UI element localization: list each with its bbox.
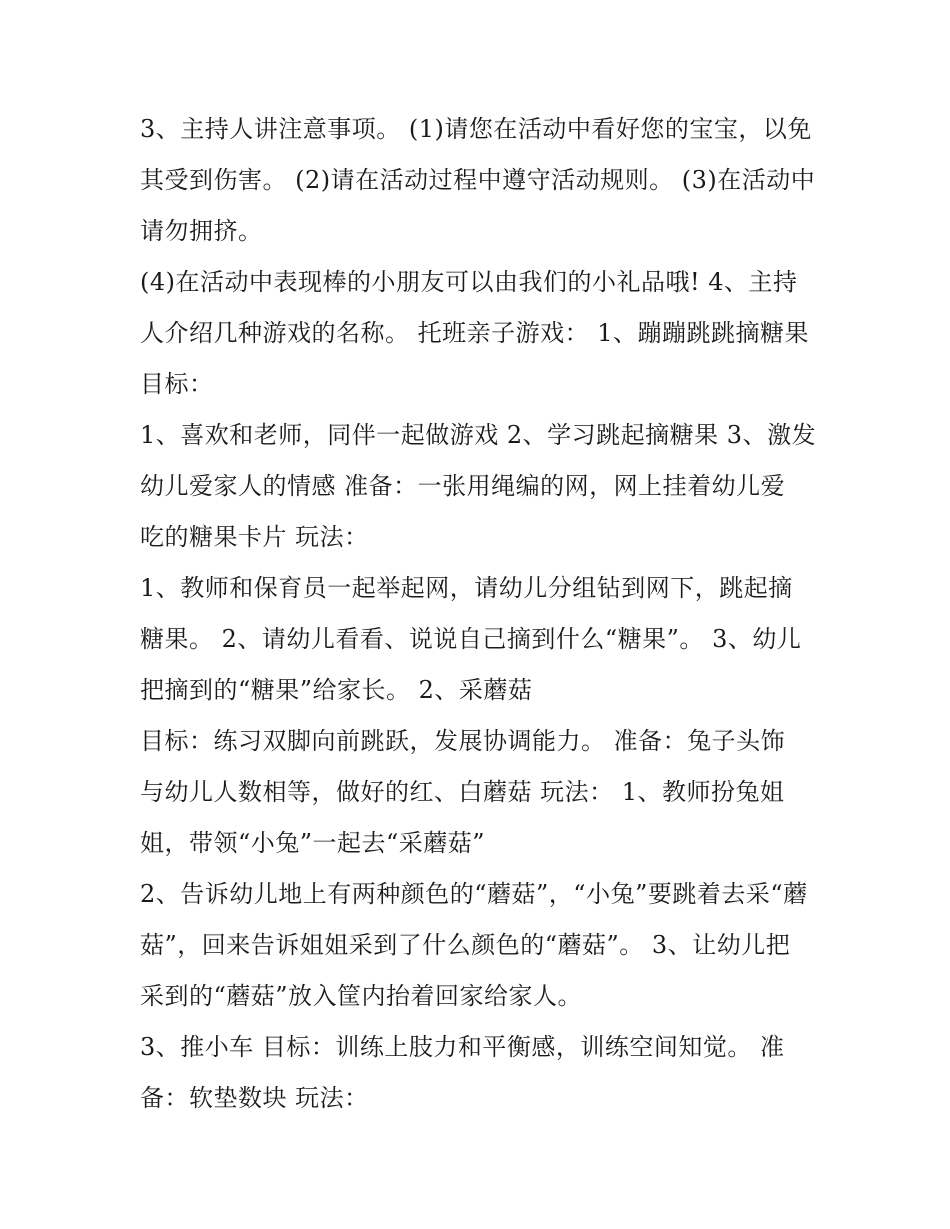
text-line: 目标： xyxy=(140,370,214,398)
text-line: 采到的“蘑菇”放入筐内抬着回家给家人。 xyxy=(140,982,583,1010)
text-line: 姐，带领“小兔”一起去“采蘑菇” xyxy=(140,829,486,857)
text-line: 与幼儿人数相等，做好的红、白蘑菇 玩法： 1、教师扮兔姐 xyxy=(140,778,785,806)
text-line: (4)在活动中表现棒的小朋友可以由我们的小礼品哦! 4、主持 xyxy=(140,268,798,296)
text-line: 把摘到的“糖果”给家长。 2、采蘑菇 xyxy=(140,676,533,704)
text-line: 1、喜欢和老师，同伴一起做游戏 2、学习跳起摘糖果 3、激发 xyxy=(140,421,817,449)
text-line: 3、主持人讲注意事项。 (1)请您在活动中看好您的宝宝，以免 xyxy=(140,115,812,143)
text-line: 糖果。 2、请幼儿看看、说说自己摘到什么“糖果”。 3、幼儿 xyxy=(140,625,802,653)
text-line: 菇”，回来告诉姐姐采到了什么颜色的“蘑菇”。 3、让幼儿把 xyxy=(140,931,791,959)
text-line: 幼儿爱家人的情感 准备：一张用绳编的网，网上挂着幼儿爱 xyxy=(140,472,786,500)
text-line: 1、教师和保育员一起举起网，请幼儿分组钻到网下，跳起摘 xyxy=(140,574,793,602)
text-line: 3、推小车 目标：训练上肢力和平衡感，训练空间知觉。 准 xyxy=(140,1033,785,1061)
text-line: 人介绍几种游戏的名称。 托班亲子游戏： 1、蹦蹦跳跳摘糖果 xyxy=(140,319,810,347)
text-line: 备：软垫数块 玩法： xyxy=(140,1084,369,1112)
text-line: 吃的糖果卡片 玩法： xyxy=(140,523,369,551)
text-line: 其受到伤害。 (2)请在活动过程中遵守活动规则。 (3)在活动中 xyxy=(140,166,816,194)
text-line: 目标：练习双脚向前跳跃，发展协调能力。 准备：兔子头饰 xyxy=(140,727,786,755)
text-line: 请勿拥挤。 xyxy=(140,217,263,245)
document-body xyxy=(140,104,820,1124)
text-line: 2、告诉幼儿地上有两种颜色的“蘑菇”，“小兔”要跳着去采“蘑 xyxy=(140,880,808,908)
